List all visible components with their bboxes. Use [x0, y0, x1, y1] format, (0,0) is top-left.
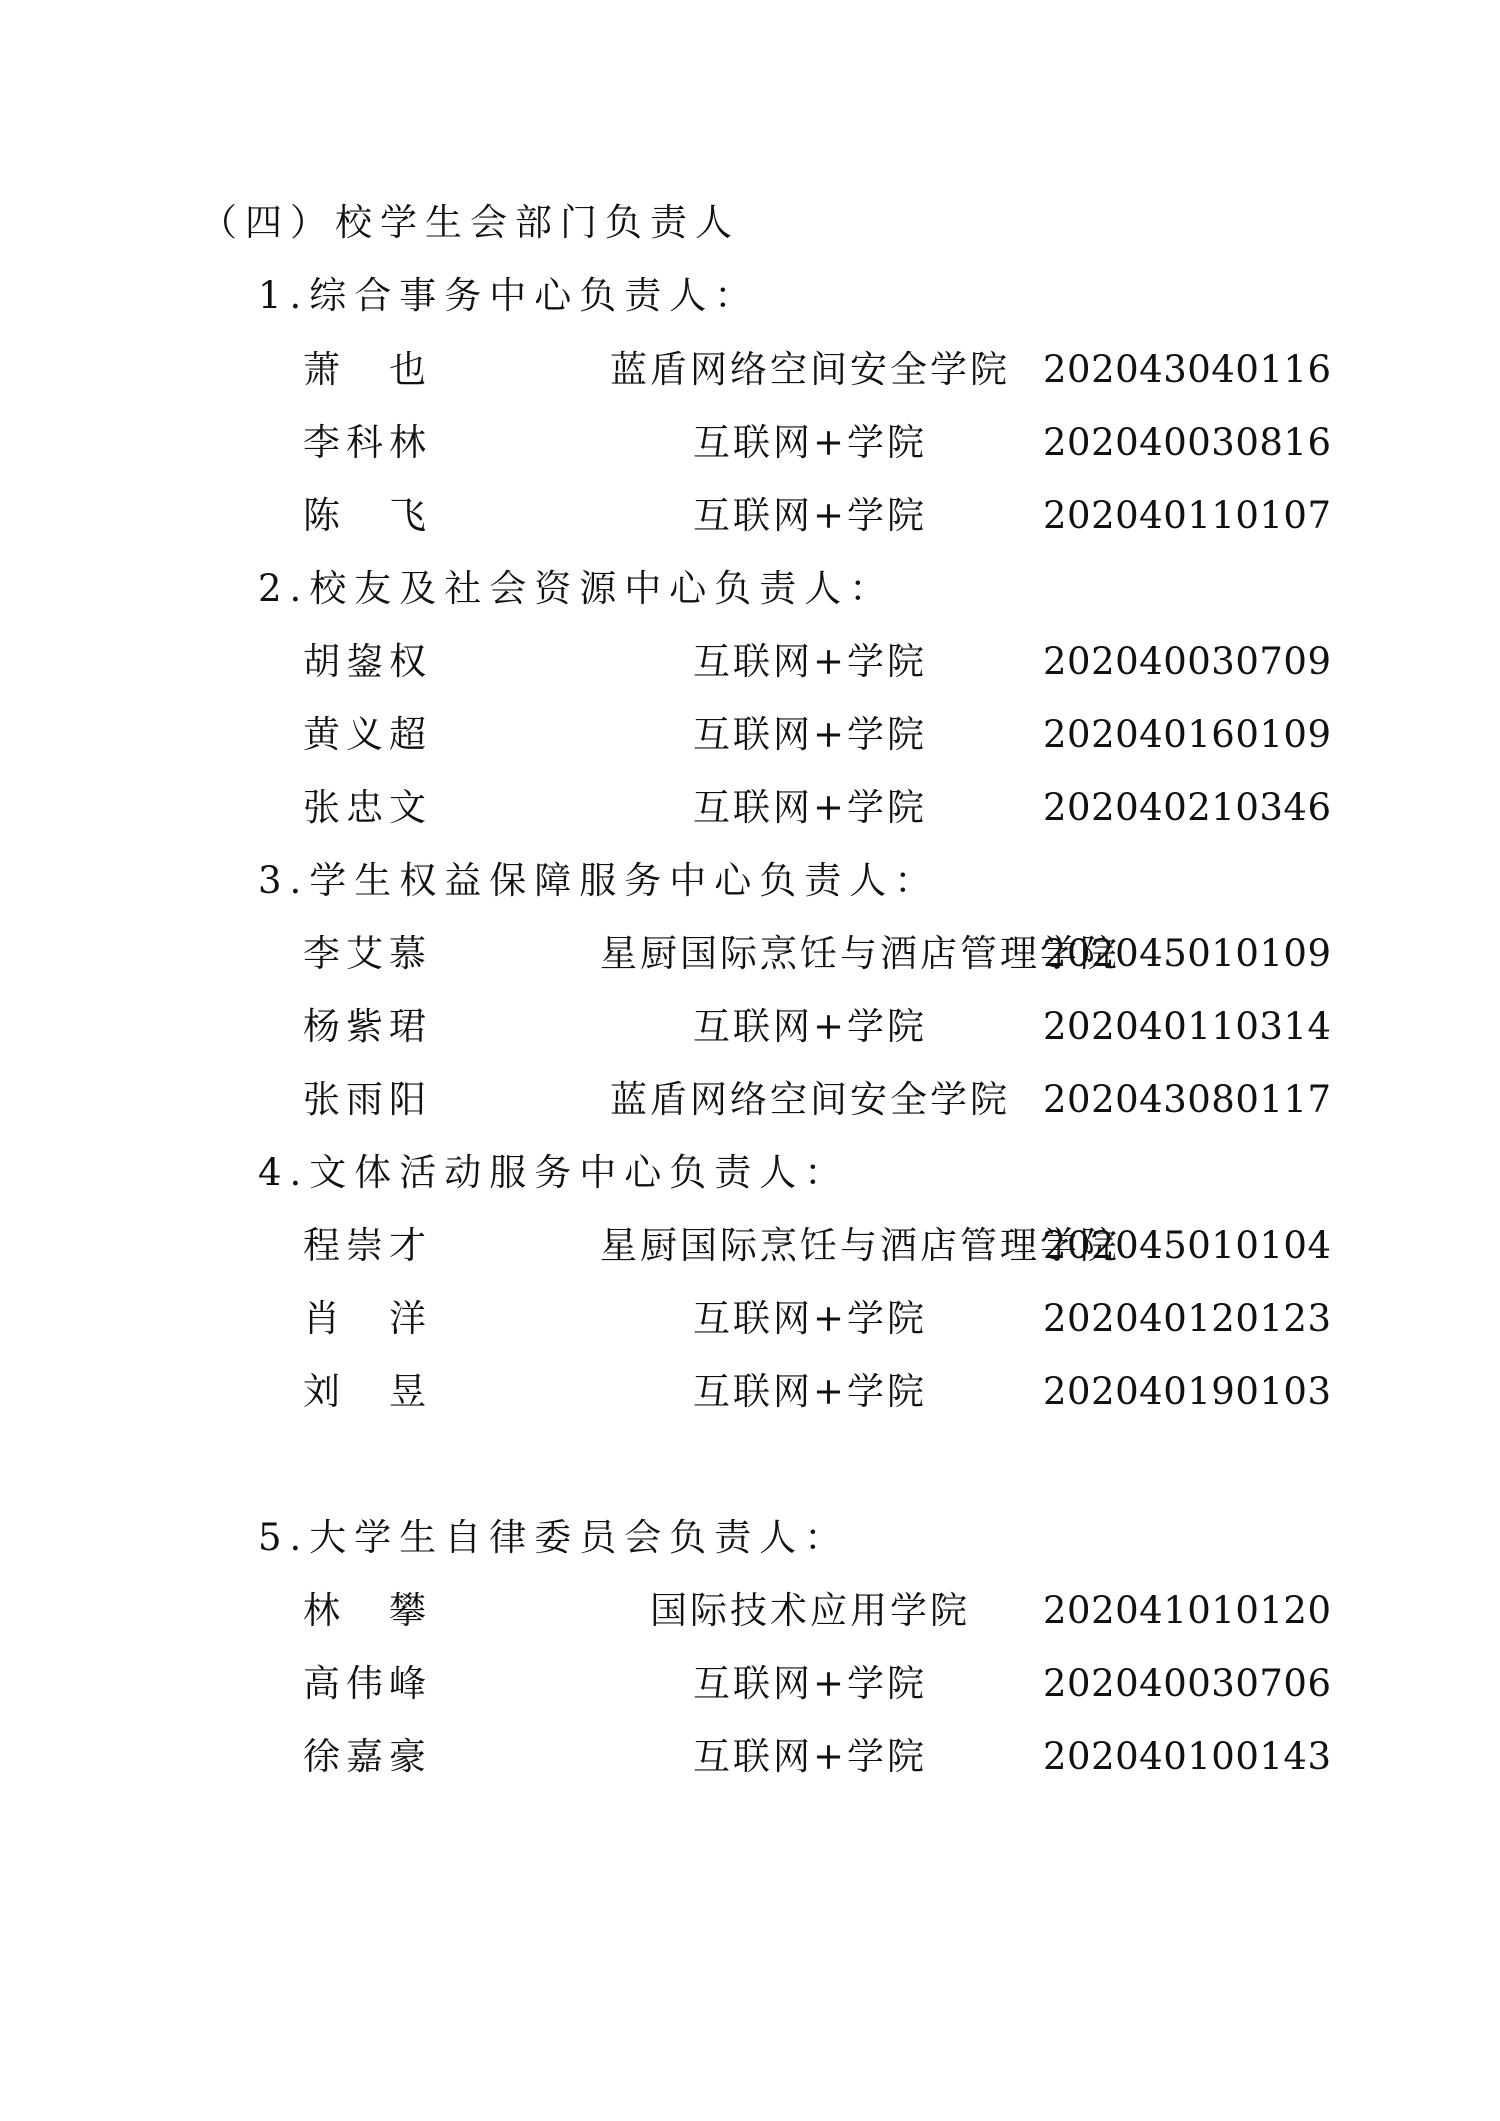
member-college: 互联网+学院 [692, 1370, 927, 1413]
member-student-id: 202040030706 [1043, 1662, 1332, 1705]
member-row [0, 782, 1500, 834]
member-college: 星厨国际烹饪与酒店管理学院 [600, 932, 1120, 975]
member-college: 互联网+学院 [692, 421, 927, 464]
member-name: 高伟峰 [303, 1662, 432, 1705]
member-row [0, 1001, 1500, 1053]
member-name: 萧 也 [303, 348, 432, 391]
member-college: 国际技术应用学院 [650, 1589, 970, 1632]
member-college: 互联网+学院 [692, 494, 927, 537]
member-student-id: 202040030709 [1043, 640, 1332, 683]
member-college: 互联网+学院 [692, 1005, 927, 1048]
member-college: 蓝盾网络空间安全学院 [610, 348, 1010, 391]
member-student-id: 202040120123 [1043, 1297, 1332, 1340]
member-student-id: 202040210346 [1043, 786, 1332, 829]
member-row [0, 709, 1500, 761]
member-row [0, 928, 1500, 980]
group-title: 4.文体活动服务中心负责人： [258, 1151, 850, 1194]
member-student-id: 202040110314 [1043, 1005, 1332, 1048]
member-college: 星厨国际烹饪与酒店管理学院 [600, 1224, 1120, 1267]
member-name: 程崇才 [303, 1224, 432, 1267]
group-title: 5.大学生自律委员会负责人： [258, 1516, 850, 1559]
member-name: 陈 飞 [303, 494, 432, 537]
member-row [0, 1658, 1500, 1710]
member-name: 林 攀 [303, 1589, 432, 1632]
member-row [0, 1366, 1500, 1418]
group-title: 2.校友及社会资源中心负责人： [258, 567, 895, 610]
member-name: 徐嘉豪 [303, 1735, 432, 1778]
member-row [0, 1293, 1500, 1345]
member-row [0, 636, 1500, 688]
member-college: 蓝盾网络空间安全学院 [610, 1078, 1010, 1121]
group-title: 3.学生权益保障服务中心负责人： [258, 859, 940, 902]
member-name: 胡鋆权 [303, 640, 432, 683]
member-student-id: 202040110107 [1043, 494, 1332, 537]
member-row [0, 417, 1500, 469]
member-student-id: 202040160109 [1043, 713, 1332, 756]
section-title: （四）校学生会部门负责人 [200, 201, 740, 244]
member-student-id: 202043080117 [1043, 1078, 1332, 1121]
member-student-id: 202043040116 [1043, 348, 1332, 391]
member-row [0, 1731, 1500, 1783]
member-college: 互联网+学院 [692, 713, 927, 756]
member-student-id: 202041010120 [1043, 1589, 1332, 1632]
member-college: 互联网+学院 [692, 1735, 927, 1778]
member-row [0, 1220, 1500, 1272]
member-name: 黄义超 [303, 713, 432, 756]
member-row [0, 490, 1500, 542]
member-row [0, 1585, 1500, 1637]
member-college: 互联网+学院 [692, 640, 927, 683]
member-name: 张忠文 [303, 786, 432, 829]
member-college: 互联网+学院 [692, 786, 927, 829]
member-row [0, 1074, 1500, 1126]
member-name: 李艾慕 [303, 932, 432, 975]
group-title: 1.综合事务中心负责人： [258, 274, 760, 317]
member-student-id: 202040190103 [1043, 1370, 1332, 1413]
member-name: 刘 昱 [303, 1370, 432, 1413]
member-student-id: 202045010104 [1043, 1224, 1332, 1267]
member-student-id: 202040100143 [1043, 1735, 1332, 1778]
member-name: 李科林 [303, 421, 432, 464]
member-row [0, 344, 1500, 396]
member-student-id: 202040030816 [1043, 421, 1332, 464]
member-name: 张雨阳 [303, 1078, 432, 1121]
member-name: 杨紫珺 [303, 1005, 432, 1048]
member-college: 互联网+学院 [692, 1297, 927, 1340]
member-name: 肖 洋 [303, 1297, 432, 1340]
member-student-id: 202045010109 [1043, 932, 1332, 975]
member-college: 互联网+学院 [692, 1662, 927, 1705]
